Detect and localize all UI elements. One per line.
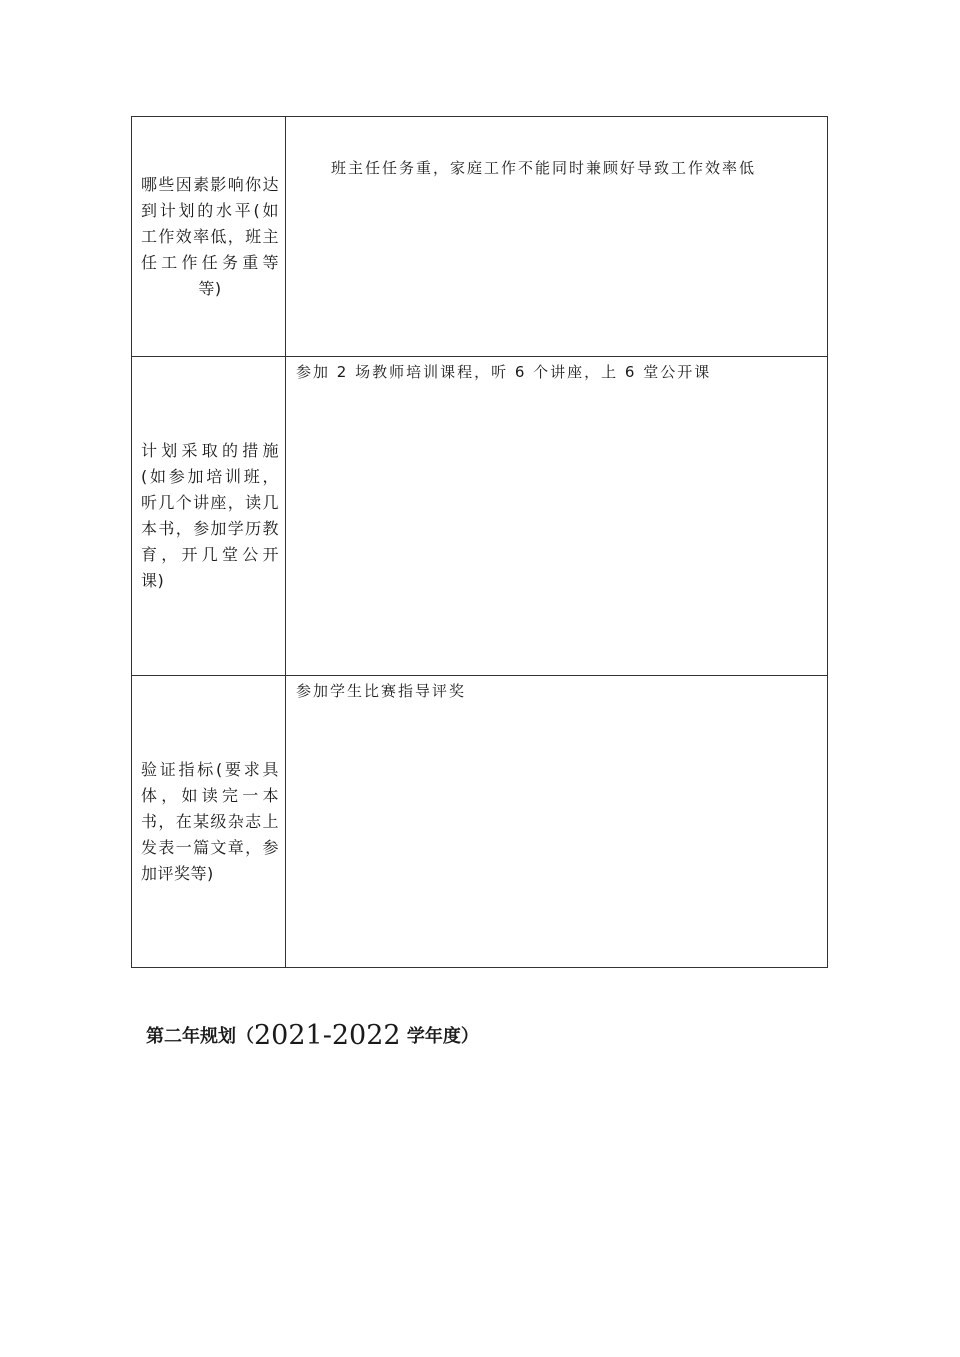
section-heading	[146, 1018, 479, 1055]
row-label-cell	[132, 676, 286, 968]
section-heading-prefix: 第二年规划（	[146, 1026, 254, 1047]
table-row	[132, 676, 828, 968]
row-label-factors: 哪些因素影响你达到计划的水平(如工作效率低，班主任工作任务重等等)	[141, 174, 279, 298]
section-heading-year: 2021-2022	[254, 1020, 401, 1051]
plan-table	[131, 116, 828, 968]
row-label-cell	[132, 357, 286, 676]
table-row	[132, 117, 828, 357]
row-content-cell	[286, 117, 828, 357]
section-heading-suffix: 学年度）	[400, 1026, 479, 1047]
table-row	[132, 357, 828, 676]
row-content-factors: 班主任任务重，家庭工作不能同时兼顾好导致工作效率低	[331, 159, 757, 177]
row-label-cell	[132, 117, 286, 357]
row-content-measures: 参加 2 场教师培训课程，听 6 个讲座，上 6 堂公开课	[296, 363, 712, 381]
row-label-measures: 计划采取的措施(如参加培训班，听几个讲座，读几本书，参加学历教育，开几堂公开课)	[141, 441, 279, 590]
row-content-cell	[286, 676, 828, 968]
row-label-indicators: 验证指标(要求具体，如读完一本书，在某级杂志上发表一篇文章，参加评奖等)	[141, 759, 279, 883]
row-content-indicators: 参加学生比赛指导评奖	[296, 682, 467, 700]
row-content-cell	[286, 357, 828, 676]
